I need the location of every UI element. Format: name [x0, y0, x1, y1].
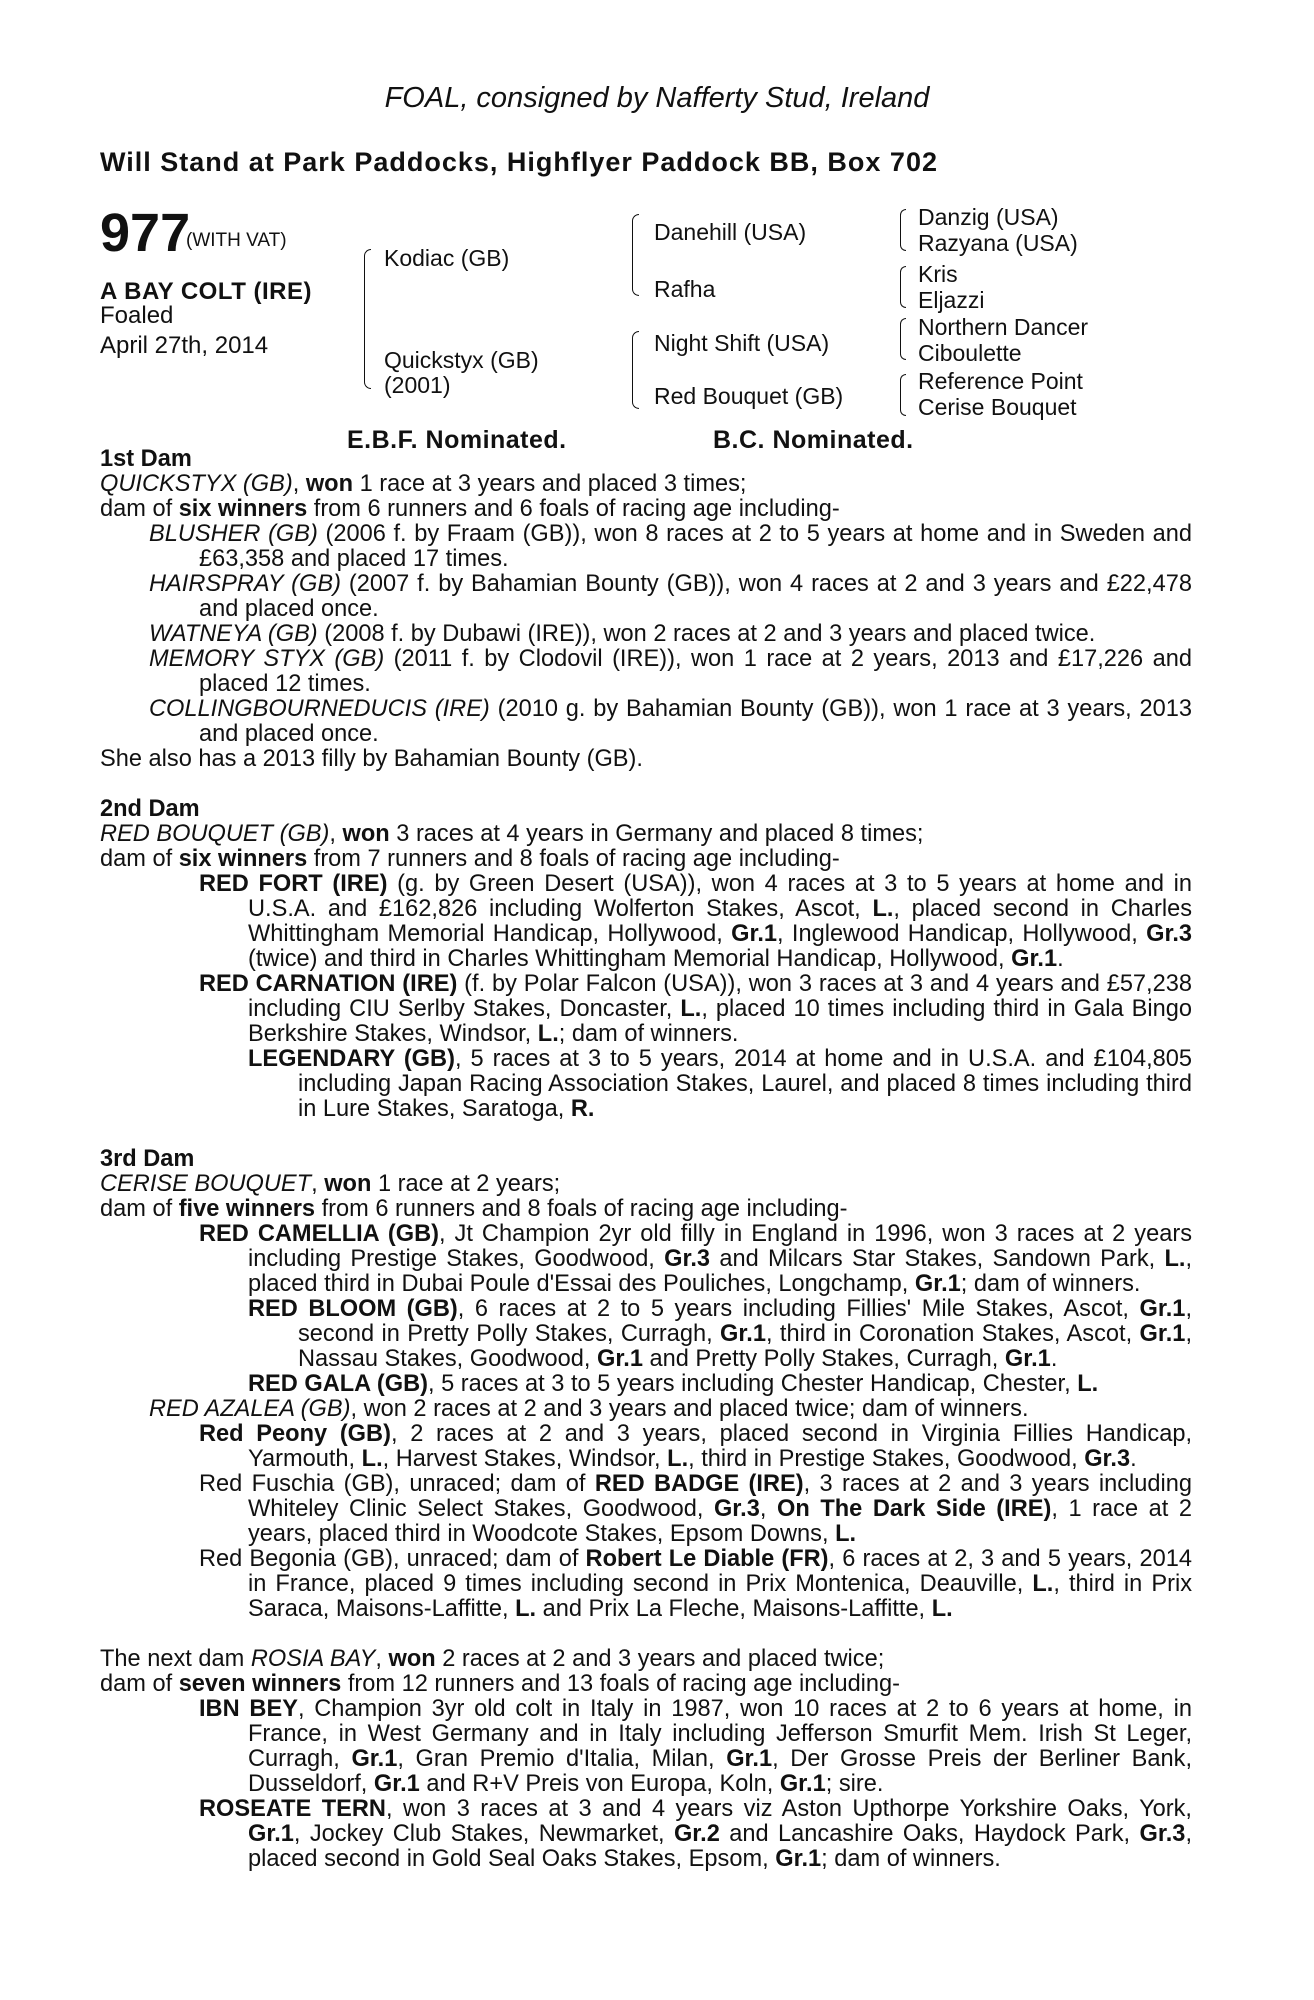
- progeny-entry: [100, 572, 1192, 622]
- brace-dd: [900, 374, 906, 416]
- winners-count: six winners: [178, 846, 308, 872]
- progeny-name: BLUSHER (GB): [149, 521, 318, 547]
- text: , won 3 races at 3 and 4 years viz Aston Upthorpe Yorkshire Oaks, York,: [385, 1796, 1192, 1822]
- text: , Champion 3yr old colt in Italy in 1987, won 10 races at 2 to 6 years at home, in France, in West Germany and in Italy including Jefferson Smurfit Mem. Irish St Leger, Curragh,: [248, 1696, 1192, 1772]
- progeny-name: RED FORT (IRE): [199, 871, 388, 897]
- text: and Milcars Star Stakes, Sandown Park,: [710, 1246, 1165, 1272]
- grade: Gr.1: [720, 1321, 766, 1347]
- dam-name: QUICKSTYX (GB): [100, 471, 293, 497]
- brace-ds: [900, 318, 906, 360]
- dam-name: RED BOUQUET (GB): [100, 821, 330, 847]
- pedigree-dss: Northern Dancer: [918, 314, 1089, 340]
- progeny-text: (2007 f. by Bahamian Bounty (GB)), won 4 races at 2 and 3 years and £22,478 and placed once.: [199, 571, 1192, 622]
- stabling-line: Will Stand at Park Paddocks, Highflyer Paddock BB, Box 702: [100, 147, 938, 177]
- progeny-name: On The Dark Side (IRE): [777, 1496, 1052, 1522]
- grade: Gr.1: [775, 1846, 822, 1872]
- text: .: [1057, 946, 1064, 972]
- grade: L.: [667, 1446, 689, 1472]
- progeny-entry: [100, 1547, 1192, 1622]
- progeny-text: (2006 f. by Fraam (GB)), won 8 races at 2 to 5 years at home and in Sweden and £63,358 and placed 17 times.: [199, 521, 1192, 572]
- text: , Jt Champion 2yr old filly in England in 1996, won 3 races at 2 years including Prestige Stakes, Goodwood,: [248, 1221, 1192, 1272]
- text: (twice) and third in Charles Whittingham Memorial Handicap, Hollywood,: [248, 946, 1012, 972]
- text: , 2 races at 2 and 3 years, placed second in Virginia Fillies Handicap, Yarmouth,: [248, 1421, 1193, 1472]
- progeny-entry: [100, 872, 1192, 972]
- progeny-entry: [100, 1797, 1192, 1872]
- text: ; dam of winners.: [960, 1271, 1141, 1297]
- winners-count: seven winners: [178, 1671, 342, 1697]
- progeny-name: RED GALA (GB): [248, 1371, 428, 1397]
- pedigree-sire-dam: Rafha: [654, 276, 716, 302]
- grade: Gr.1: [726, 1746, 773, 1772]
- text: Red Begonia (GB), unraced; dam of: [199, 1546, 586, 1572]
- catalogue-body: [100, 447, 1192, 1872]
- pedigree-dam-year: (2001): [384, 372, 451, 398]
- progeny-name: HAIRSPRAY (GB): [149, 571, 341, 597]
- won-label: won: [324, 1171, 372, 1197]
- text: .: [1050, 1346, 1058, 1372]
- text: , Nassau Stakes, Goodwood,: [298, 1321, 1192, 1372]
- text: , 6 races at 2 to 5 years including Fillies' Mile Stakes, Ascot,: [457, 1296, 1140, 1322]
- third-dam-produce: [100, 1197, 1192, 1222]
- progeny-text: (2010 g. by Bahamian Bounty (GB)), won 1 race at 3 years, 2013 and placed once.: [199, 696, 1193, 747]
- second-dam-intro: RED BOUQUET (GB), won 3 races at 4 years in Germany and placed 8 times;: [100, 821, 924, 847]
- text: Red Fuschia (GB), unraced; dam of: [199, 1471, 595, 1497]
- pedigree-sds: Kris: [918, 261, 958, 287]
- consignor-line: FOAL, consigned by Nafferty Stud, Ireland: [384, 82, 930, 114]
- grade: R.: [570, 1096, 595, 1122]
- grade: L.: [1077, 1371, 1099, 1397]
- brace-gen1: [364, 249, 371, 389]
- text: , 5 races at 3 to 5 years, 2014 at home and in U.S.A. and £104,805 including Japan Racing Association Stakes, Laurel, and placed 8 times including third in Lure Stakes, Saratoga,: [298, 1046, 1192, 1122]
- dam-name: ROSIA BAY: [250, 1646, 376, 1672]
- brace-dam: [632, 331, 639, 409]
- pedigree-dsd: Ciboulette: [918, 340, 1022, 366]
- text: from 6 runners and 8 foals of racing age including-: [315, 1196, 848, 1222]
- grade: Gr.1: [1139, 1321, 1186, 1347]
- next-dam-intro: [100, 1647, 1192, 1672]
- pedigree-sire: Kodiac (GB): [384, 245, 510, 271]
- second-dam-section: [100, 797, 1192, 1122]
- brace-ss: [900, 209, 906, 251]
- text: , Gran Premio d'Italia, Milan,: [397, 1746, 727, 1772]
- grade: L.: [872, 896, 894, 922]
- third-dam-intro: CERISE BOUQUET, won 1 race at 2 years;: [100, 1171, 561, 1197]
- progeny-name: MEMORY STYX (GB): [149, 646, 385, 672]
- text: , second in Pretty Polly Stakes, Curragh,: [298, 1296, 1192, 1347]
- grade: Gr.1: [1139, 1296, 1186, 1322]
- progeny-name: RED CARNATION (IRE): [199, 971, 458, 997]
- brace-sire: [632, 214, 639, 296]
- pedigree-dam: Quickstyx (GB): [384, 347, 539, 373]
- text: .: [1130, 1446, 1137, 1472]
- progeny-entry: [100, 697, 1192, 747]
- text: , won 2 races at 2 and 3 years and placed twice; dam of winners.: [350, 1396, 1029, 1422]
- grade: L.: [361, 1446, 383, 1472]
- grade: L.: [537, 1021, 559, 1047]
- winners-count: six winners: [178, 496, 308, 522]
- text: from 12 runners and 13 foals of racing age including-: [341, 1671, 901, 1697]
- pedigree-dam-sire: Night Shift (USA): [654, 330, 830, 356]
- text: from 6 runners and 6 foals of racing age including-: [307, 496, 840, 522]
- grade: L.: [835, 1521, 857, 1547]
- text: , third in Prix Saraca, Maisons-Laffitte,: [248, 1571, 1192, 1622]
- third-dam-section: [100, 1147, 1192, 1622]
- grade: L.: [1032, 1571, 1054, 1597]
- foaled-label: Foaled: [100, 302, 174, 329]
- progeny-name: Red Peony (GB): [199, 1421, 391, 1447]
- grade: Gr.1: [731, 921, 778, 947]
- grade: L.: [931, 1596, 953, 1622]
- progeny-entry: [100, 1297, 1192, 1372]
- ebf-nominated: E.B.F. Nominated.: [347, 426, 567, 454]
- text: ,: [375, 1646, 389, 1672]
- progeny-entry: [100, 1222, 1192, 1297]
- progeny-name: Robert Le Diable (FR): [585, 1546, 829, 1572]
- won-label: won: [388, 1646, 436, 1672]
- grade: Gr.3: [1084, 1446, 1131, 1472]
- text: , third in Prestige Stakes, Goodwood,: [688, 1446, 1085, 1472]
- text: ; sire.: [825, 1771, 884, 1797]
- progeny-entry: [100, 647, 1192, 697]
- progeny-name: RED BLOOM (GB): [248, 1296, 458, 1322]
- progeny-entry: [100, 1697, 1192, 1797]
- progeny-name: RED CAMELLIA (GB): [199, 1221, 439, 1247]
- text: , placed second in Charles Whittingham Memorial Handicap, Hollywood,: [248, 896, 1193, 947]
- text: , 1 race at 2 years, placed third in Woodcote Stakes, Epsom Downs,: [248, 1496, 1192, 1547]
- pedigree-sire-sire: Danehill (USA): [654, 219, 807, 245]
- progeny-name: WATNEYA (GB): [149, 621, 318, 647]
- progeny-name: COLLINGBOURNEDUCIS (IRE): [149, 696, 490, 722]
- progeny-name: ROSEATE TERN: [199, 1796, 386, 1822]
- text: (f. by Polar Falcon (USA)), won 3 races at 3 and 4 years and £57,238 including CIU Serlby Stakes, Doncaster,: [248, 971, 1192, 1022]
- won-label: won: [342, 821, 390, 847]
- winners-count: five winners: [178, 1196, 316, 1222]
- text: dam of: [100, 1671, 179, 1697]
- progeny-entry: [100, 622, 1192, 647]
- progeny-entry: [100, 1372, 1192, 1397]
- text: , 5 races at 3 to 5 years including Chester Handicap, Chester,: [428, 1371, 1078, 1397]
- grade: Gr.1: [1011, 946, 1058, 972]
- grade: Gr.2: [673, 1821, 720, 1847]
- second-dam-heading: 2nd Dam: [100, 796, 200, 822]
- first-dam-section: [100, 447, 1192, 772]
- text: , placed second in Gold Seal Oaks Stakes, Epsom,: [248, 1821, 1192, 1872]
- progeny-entry: [100, 972, 1192, 1047]
- won-label: won: [305, 471, 354, 497]
- progeny-name: IBN BEY: [199, 1696, 298, 1722]
- text: , Inglewood Handicap, Hollywood,: [777, 921, 1147, 947]
- lot-number: 977: [100, 203, 191, 263]
- text: , third in Coronation Stakes, Ascot,: [765, 1321, 1140, 1347]
- brace-sd: [900, 266, 906, 308]
- grade: L.: [680, 996, 702, 1022]
- first-dam-heading: 1st Dam: [100, 446, 192, 472]
- pedigree-dam-dam: Red Bouquet (GB): [654, 383, 844, 409]
- first-dam-also: She also has a 2013 filly by Bahamian Bounty (GB).: [100, 746, 643, 772]
- text: ,: [759, 1496, 778, 1522]
- text: and Lancashire Oaks, Haydock Park,: [719, 1821, 1140, 1847]
- text: The next dam: [100, 1646, 251, 1672]
- text: (g. by Green Desert (USA)), won 4 races at 3 to 5 years at home and in U.S.A. and £162,826 including Wolferton Stakes, Ascot,: [248, 871, 1192, 922]
- first-dam-intro: QUICKSTYX (GB), won 1 race at 3 years and placed 3 times;: [100, 471, 747, 497]
- foaled-info: [100, 301, 268, 361]
- grade: Gr.1: [779, 1771, 826, 1797]
- first-dam-produce: [100, 497, 1192, 522]
- grade: Gr.3: [713, 1496, 760, 1522]
- progeny-entry: [100, 1047, 1192, 1122]
- progeny-name: LEGENDARY (GB): [248, 1046, 455, 1072]
- intro-text: 2 races at 2 and 3 years and placed twice;: [435, 1646, 885, 1672]
- pedigree-ddd: Cerise Bouquet: [918, 394, 1077, 420]
- text: dam of: [100, 1196, 179, 1222]
- text: from 7 runners and 8 foals of racing age including-: [307, 846, 840, 872]
- grade: Gr.1: [351, 1746, 398, 1772]
- grade: L.: [515, 1596, 537, 1622]
- progeny-entry: [100, 522, 1192, 572]
- text: , placed 10 times including third in Gala Bingo Berkshire Stakes, Windsor,: [248, 996, 1192, 1047]
- text: dam of: [100, 846, 179, 872]
- next-dam-produce: [100, 1672, 1192, 1697]
- grade: Gr.1: [1004, 1346, 1051, 1372]
- second-dam-produce: [100, 847, 1192, 872]
- grade: Gr.3: [664, 1246, 711, 1272]
- vat-label: (WITH VAT): [186, 230, 287, 251]
- text: , Harvest Stakes, Windsor,: [382, 1446, 668, 1472]
- grade: Gr.3: [1139, 1821, 1186, 1847]
- grade: Gr.1: [597, 1346, 643, 1372]
- progeny-text: (2011 f. by Clodovil (IRE)), won 1 race at 2 years, 2013 and £17,226 and placed 12 times.: [199, 646, 1192, 697]
- text: ; dam of winners.: [558, 1021, 739, 1047]
- pedigree-dds: Reference Point: [918, 368, 1083, 394]
- intro-text: 1 race at 3 years and placed 3 times;: [353, 471, 747, 497]
- text: and R+V Preis von Europa, Koln,: [419, 1771, 780, 1797]
- grade: Gr.1: [914, 1271, 961, 1297]
- grade: L.: [1164, 1246, 1186, 1272]
- progeny-name: RED BADGE (IRE): [594, 1471, 804, 1497]
- text: and Pretty Polly Stakes, Curragh,: [642, 1346, 1005, 1372]
- progeny-entry: [100, 1422, 1192, 1472]
- grade: Gr.3: [1146, 921, 1193, 947]
- pedigree-ssd: Razyana (USA): [918, 230, 1078, 256]
- intro-text: 3 races at 4 years in Germany and placed 8 times;: [389, 821, 924, 847]
- text: and Prix La Fleche, Maisons-Laffitte,: [536, 1596, 932, 1622]
- dam-name: CERISE BOUQUET: [100, 1171, 312, 1197]
- foaled-date: April 27th, 2014: [100, 332, 269, 359]
- text: , placed third in Dubai Poule d'Essai des Pouliches, Longchamp,: [248, 1246, 1192, 1297]
- progeny-text: (2008 f. by Dubawi (IRE)), won 2 races at 2 and 3 years and placed twice.: [317, 621, 1096, 647]
- text: ; dam of winners.: [821, 1846, 1001, 1872]
- text: , Jockey Club Stakes, Newmarket,: [293, 1821, 674, 1847]
- pedigree-sss: Danzig (USA): [918, 204, 1059, 230]
- grade: Gr.1: [248, 1821, 294, 1847]
- text: dam of: [100, 496, 179, 522]
- lot-title: A BAY COLT (IRE): [100, 278, 313, 305]
- grade: Gr.1: [373, 1771, 420, 1797]
- pedigree-sdd: Eljazzi: [918, 287, 985, 313]
- progeny-entry: [100, 1472, 1192, 1547]
- text: , 6 races at 2, 3 and 5 years, 2014 in France, placed 9 times including second in Prix Montenica, Deauville,: [248, 1546, 1192, 1597]
- intro-text: 1 race at 2 years;: [371, 1171, 561, 1197]
- bc-nominated: B.C. Nominated.: [713, 426, 914, 454]
- next-dam-section: [100, 1647, 1192, 1872]
- text: , Der Grosse Preis der Berliner Bank, Dusseldorf,: [248, 1746, 1192, 1797]
- progeny-name: RED AZALEA (GB): [149, 1396, 351, 1422]
- third-dam-heading: 3rd Dam: [100, 1146, 195, 1172]
- text: , 3 races at 2 and 3 years including Whiteley Clinic Select Stakes, Goodwood,: [248, 1471, 1192, 1522]
- progeny-entry: [100, 1397, 1192, 1422]
